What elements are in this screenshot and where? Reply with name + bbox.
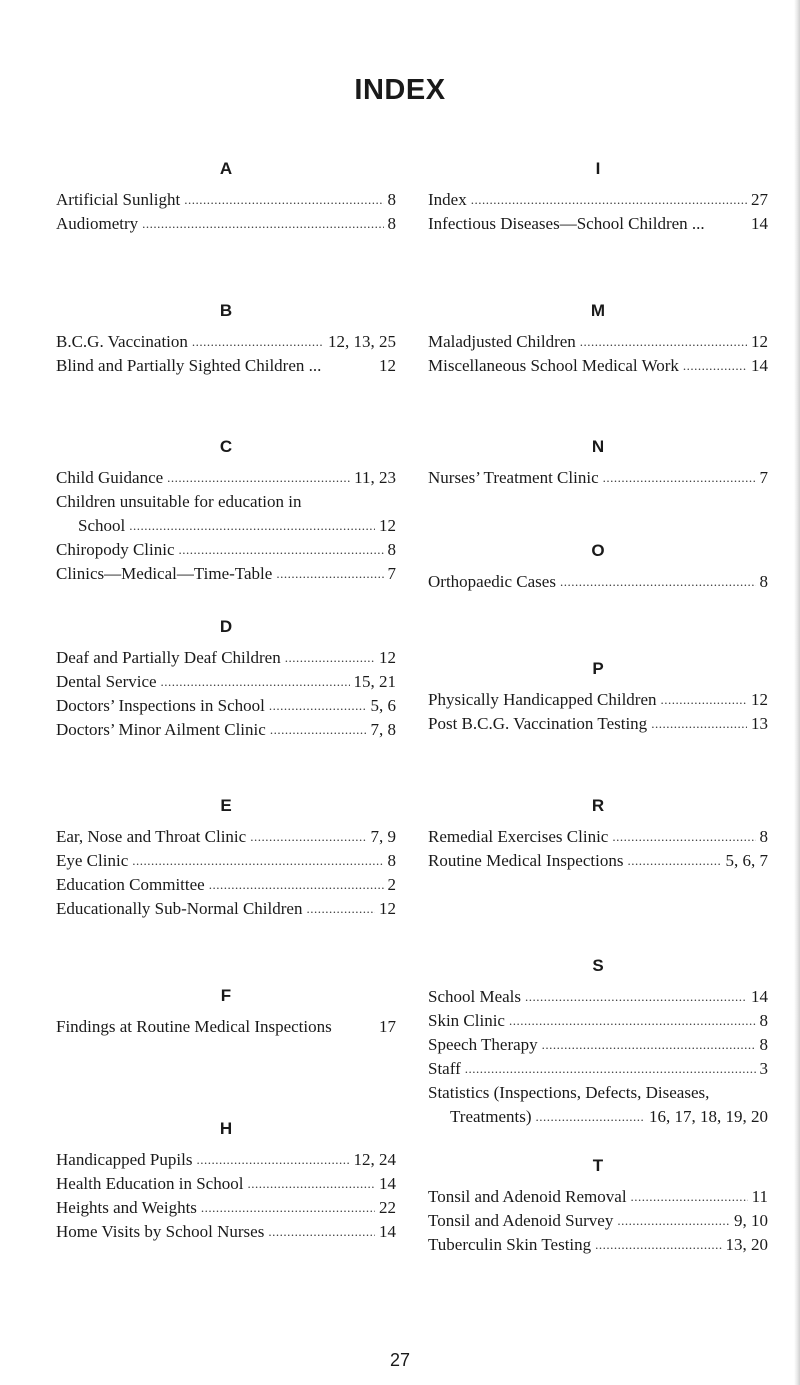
entry-pages: 12: [751, 332, 768, 351]
index-entry: [56, 1015, 396, 1039]
entry-label: Routine Medical Inspections: [428, 851, 624, 870]
leader-dots: [268, 1220, 375, 1244]
entry-label: Findings at Routine Medical Inspections: [56, 1017, 332, 1036]
leader-dots: [276, 562, 383, 586]
index-section-e: [56, 795, 396, 921]
index-section-h: [56, 1118, 396, 1244]
index-entry: [428, 1033, 768, 1057]
leader-dots: [465, 1057, 756, 1081]
leader-dots: [129, 514, 375, 538]
entry-label: B.C.G. Vaccination: [56, 332, 188, 351]
entry-label: Physically Handicapped Children: [428, 690, 657, 709]
index-section-b: [56, 300, 396, 378]
leader-dots: [269, 694, 367, 718]
index-section-n: [428, 436, 768, 490]
index-entry: [428, 330, 768, 354]
index-section-p: [428, 658, 768, 736]
entry-label: Doctors’ Inspections in School: [56, 696, 265, 715]
entry-label: Remedial Exercises Clinic: [428, 827, 609, 846]
entry-label: Educationally Sub-Normal Children: [56, 899, 303, 918]
entry-pages: 14: [751, 214, 768, 233]
leader-dots: [542, 1033, 756, 1057]
entry-pages: 11: [751, 1187, 768, 1206]
entry-pages: 12: [379, 516, 396, 535]
index-section-i: [428, 158, 768, 236]
leader-dots: [612, 825, 755, 849]
entry-pages: 22: [379, 1198, 396, 1217]
entry-pages: 8: [387, 190, 396, 209]
index-entry: [428, 825, 768, 849]
leader-dots: [651, 712, 747, 736]
entry-pages: 8: [759, 827, 768, 846]
entry-label: Tonsil and Adenoid Survey: [428, 1211, 614, 1230]
leader-dots: [247, 1172, 375, 1196]
index-entry: [56, 718, 396, 742]
leader-dots: [201, 1196, 375, 1220]
index-entry: [56, 694, 396, 718]
entry-pages: 13, 20: [725, 1235, 768, 1254]
index-entry: [428, 1209, 768, 1233]
entry-label: Heights and Weights: [56, 1198, 197, 1217]
index-entry: [56, 1220, 396, 1244]
entry-pages: 2: [387, 875, 396, 894]
index-section-r: [428, 795, 768, 873]
entry-label: Eye Clinic: [56, 851, 129, 870]
entry-label: Speech Therapy: [428, 1035, 538, 1054]
leader-dots: [142, 212, 383, 236]
section-letter: C: [219, 437, 233, 456]
section-letter: O: [591, 541, 605, 560]
index-section-f: [56, 985, 396, 1039]
leader-dots: [192, 330, 324, 354]
section-letter: N: [591, 437, 605, 456]
section-letter: P: [592, 659, 604, 678]
entry-label: Audiometry: [56, 214, 139, 233]
entry-pages: 7, 9: [370, 827, 396, 846]
index-entry: [56, 354, 396, 378]
page-title: INDEX: [354, 74, 446, 106]
leader-dots: [270, 718, 367, 742]
entry-label: Tonsil and Adenoid Removal: [428, 1187, 627, 1206]
index-entry: [428, 1081, 768, 1129]
entry-pages: 16, 17, 18, 19, 20: [649, 1107, 768, 1126]
leader-dots: [132, 849, 383, 873]
entry-label: Nurses’ Treatment Clinic: [428, 468, 599, 487]
leader-dots: [161, 670, 350, 694]
entry-label: Chiropody Clinic: [56, 540, 175, 559]
page-edge-shadow: [794, 0, 800, 1385]
entry-pages: 14: [379, 1222, 396, 1241]
section-letter: T: [592, 1156, 604, 1175]
index-section-m: [428, 300, 768, 378]
entry-label: Education Committee: [56, 875, 205, 894]
leader-dots: [560, 570, 756, 594]
leader-dots: [595, 1233, 721, 1257]
index-entry: [56, 212, 396, 236]
entry-pages: 7: [387, 564, 396, 583]
leader-dots: [627, 849, 721, 873]
index-entry: [428, 466, 768, 490]
section-letter: S: [592, 956, 604, 975]
entry-pages: 12: [751, 690, 768, 709]
entry-label: Ear, Nose and Throat Clinic: [56, 827, 247, 846]
entry-pages: 12, 24: [353, 1150, 396, 1169]
index-section-t: [428, 1155, 768, 1257]
entry-pages: 8: [387, 214, 396, 233]
entry-label: Statistics (Inspections, Defects, Diseases,: [428, 1083, 710, 1102]
entry-pages: 14: [751, 987, 768, 1006]
leader-dots: [603, 466, 756, 490]
leader-dots: [631, 1185, 748, 1209]
leader-dots: [683, 354, 747, 378]
entry-label: Handicapped Pupils: [56, 1150, 193, 1169]
index-entry: [428, 354, 768, 378]
index-section-a: [56, 158, 396, 236]
index-entry: [428, 1185, 768, 1209]
entry-label: Health Education in School: [56, 1174, 244, 1193]
section-letter: I: [595, 159, 601, 178]
index-entry: [56, 562, 396, 586]
entry-label: Clinics—Medical—Time-Table: [56, 564, 273, 583]
entry-label: Home Visits by School Nurses: [56, 1222, 265, 1241]
index-entry: [428, 688, 768, 712]
entry-label: Dental Service: [56, 672, 157, 691]
entry-label: Doctors’ Minor Ailment Clinic: [56, 720, 266, 739]
index-section-c: [56, 436, 396, 586]
index-entry: [428, 1057, 768, 1081]
leader-dots: [209, 873, 384, 897]
entry-pages: 7, 8: [370, 720, 396, 739]
entry-label: Orthopaedic Cases: [428, 572, 556, 591]
page-number: 27: [389, 1350, 411, 1370]
entry-label: Post B.C.G. Vaccination Testing: [428, 714, 648, 733]
entry-pages: 12: [379, 899, 396, 918]
section-letter: D: [219, 617, 233, 636]
leader-dots: [306, 897, 375, 921]
index-entry: [428, 188, 768, 212]
index-entry: [56, 1172, 396, 1196]
entry-label: Skin Clinic: [428, 1011, 505, 1030]
index-entry: [56, 188, 396, 212]
leader-dots: [196, 1148, 349, 1172]
index-entry: [56, 466, 396, 490]
leader-dots: [525, 985, 747, 1009]
leader-dots: [184, 188, 383, 212]
entry-pages: 17: [379, 1017, 396, 1036]
entry-pages: 12, 13, 25: [328, 332, 396, 351]
index-entry: [56, 873, 396, 897]
entry-label: Tuberculin Skin Testing: [428, 1235, 592, 1254]
section-letter: H: [219, 1119, 233, 1138]
entry-label: Staff: [428, 1059, 461, 1078]
entry-label: Index: [428, 190, 467, 209]
index-section-s: [428, 955, 768, 1129]
entry-pages: 8: [759, 1035, 768, 1054]
entry-label: Blind and Partially Sighted Children ...: [56, 356, 322, 375]
leader-dots: [509, 1009, 756, 1033]
entry-pages: 13: [751, 714, 768, 733]
leader-dots: [661, 688, 747, 712]
entry-pages: 5, 6: [370, 696, 396, 715]
entry-pages: 27: [751, 190, 768, 209]
section-letter: B: [219, 301, 233, 320]
index-entry: [428, 1009, 768, 1033]
index-entry: [428, 849, 768, 873]
leader-dots: [167, 466, 350, 490]
index-entry: [428, 1233, 768, 1257]
index-section-o: [428, 540, 768, 594]
index-entry: [56, 825, 396, 849]
index-entry: [428, 570, 768, 594]
entry-pages: 5, 6, 7: [725, 851, 768, 870]
entry-pages: 14: [379, 1174, 396, 1193]
entry-pages: 12: [379, 356, 396, 375]
section-letter: E: [220, 796, 232, 815]
entry-pages: 9, 10: [734, 1211, 768, 1230]
leader-dots: [471, 188, 747, 212]
leader-dots: [617, 1209, 730, 1233]
index-entry: [428, 985, 768, 1009]
index-entry: [56, 897, 396, 921]
entry-label: Infectious Diseases—School Children ...: [428, 214, 705, 233]
index-section-d: [56, 616, 396, 742]
entry-pages: 14: [751, 356, 768, 375]
entry-label-continued: School: [78, 516, 126, 535]
leader-dots: [285, 646, 375, 670]
entry-pages: 3: [759, 1059, 768, 1078]
section-letter: R: [591, 796, 605, 815]
index-entry: [428, 212, 768, 236]
entry-pages: 8: [387, 540, 396, 559]
entry-label: Child Guidance: [56, 468, 164, 487]
entry-label: Artificial Sunlight: [56, 190, 181, 209]
index-entry: [428, 712, 768, 736]
section-letter: M: [590, 301, 606, 320]
entry-pages: 8: [387, 851, 396, 870]
entry-pages: 11, 23: [354, 468, 396, 487]
index-entry: [56, 849, 396, 873]
entry-label: Maladjusted Children: [428, 332, 576, 351]
section-letter: A: [219, 159, 233, 178]
entry-label: Deaf and Partially Deaf Children: [56, 648, 281, 667]
entry-label-continued: Treatments): [450, 1107, 532, 1126]
entry-pages: 7: [759, 468, 768, 487]
index-entry: [56, 538, 396, 562]
entry-pages: 8: [759, 572, 768, 591]
index-entry: [56, 1148, 396, 1172]
section-letter: F: [220, 986, 232, 1005]
leader-dots: [580, 330, 747, 354]
entry-pages: 8: [759, 1011, 768, 1030]
entry-pages: 15, 21: [353, 672, 396, 691]
entry-pages: 12: [379, 648, 396, 667]
entry-label: School Meals: [428, 987, 522, 1006]
index-entry: [56, 670, 396, 694]
index-entry: [56, 490, 396, 538]
index-entry: [56, 646, 396, 670]
leader-dots: [536, 1105, 645, 1129]
index-entry: [56, 330, 396, 354]
entry-label: Miscellaneous School Medical Work: [428, 356, 679, 375]
leader-dots: [250, 825, 366, 849]
index-entry: [56, 1196, 396, 1220]
leader-dots: [179, 538, 384, 562]
entry-label: Children unsuitable for education in: [56, 492, 302, 511]
